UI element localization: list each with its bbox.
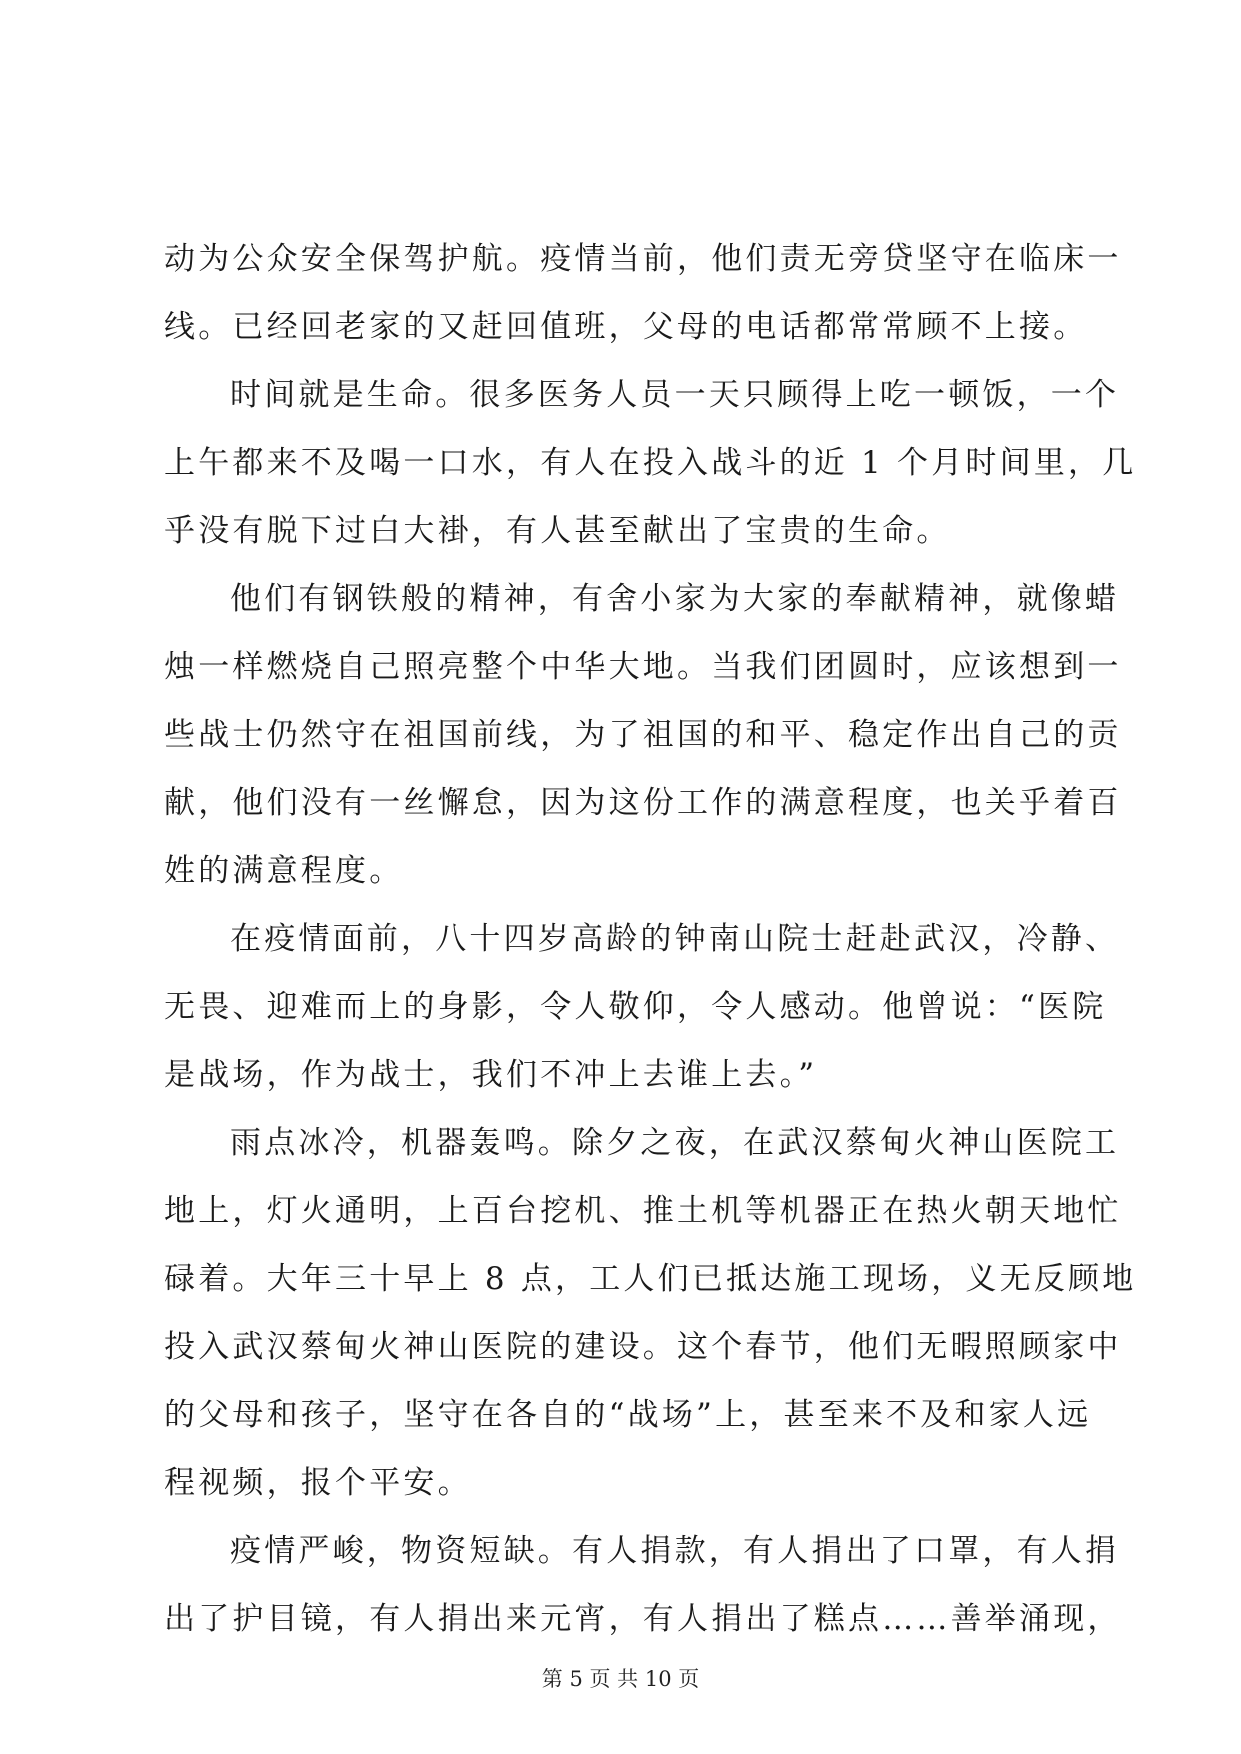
text-line: 些战士仍然守在祖国前线，为了祖国的和平、稳定作出自己的贡	[164, 717, 1122, 753]
paragraph-first-line: 时间就是生命。很多医务人员一天只顾得上吃一顿饭，一个	[230, 377, 1120, 413]
text-line: 乎没有脱下过白大褂，有人甚至献出了宝贵的生命。	[164, 513, 951, 549]
paragraph-first-line: 他们有钢铁般的精神，有舍小家为大家的奉献精神，就像蜡	[230, 581, 1120, 617]
paragraph-first-line: 在疫情面前，八十四岁高龄的钟南山院士赶赴武汉，冷静、	[230, 921, 1120, 957]
text-line: 碌着。大年三十早上 8 点，工人们已抵达施工现场，义无反顾地	[164, 1261, 1137, 1297]
text-line: 是战场，作为战士，我们不冲上去谁上去。”	[164, 1057, 818, 1093]
text-line: 动为公众安全保驾护航。疫情当前，他们责无旁贷坚守在临床一	[164, 241, 1122, 277]
text-line: 的父母和孩子，坚守在各自的“战场”上，甚至来不及和家人远	[164, 1397, 1092, 1433]
text-line: 地上，灯火通明，上百台挖机、推土机等机器正在热火朝天地忙	[164, 1193, 1122, 1229]
page-footer: 第 5 页 共 10 页	[541, 1667, 700, 1691]
text-line: 烛一样燃烧自己照亮整个中华大地。当我们团圆时，应该想到一	[164, 649, 1122, 685]
text-line: 投入武汉蔡甸火神山医院的建设。这个春节，他们无暇照顾家中	[164, 1329, 1122, 1365]
text-line: 无畏、迎难而上的身影，令人敬仰，令人感动。他曾说：“医院	[164, 989, 1107, 1025]
text-line: 献，他们没有一丝懈怠，因为这份工作的满意程度，也关乎着百	[164, 785, 1122, 821]
body-text	[164, 225, 1137, 1653]
text-line: 程视频，报个平安。	[164, 1465, 472, 1501]
text-line: 线。已经回老家的又赶回值班，父母的电话都常常顾不上接。	[164, 309, 1088, 345]
text-line: 上午都来不及喝一口水，有人在投入战斗的近 1 个月时间里，几	[164, 445, 1137, 481]
paragraph-first-line: 疫情严峻，物资短缺。有人捐款，有人捐出了口罩，有人捐	[230, 1533, 1120, 1569]
paragraph-first-line: 雨点冰冷，机器轰鸣。除夕之夜，在武汉蔡甸火神山医院工	[230, 1125, 1120, 1161]
text-line: 姓的满意程度。	[164, 853, 404, 889]
text-line: 出了护目镜，有人捐出来元宵，有人捐出了糕点……善举涌现，	[164, 1601, 1122, 1637]
